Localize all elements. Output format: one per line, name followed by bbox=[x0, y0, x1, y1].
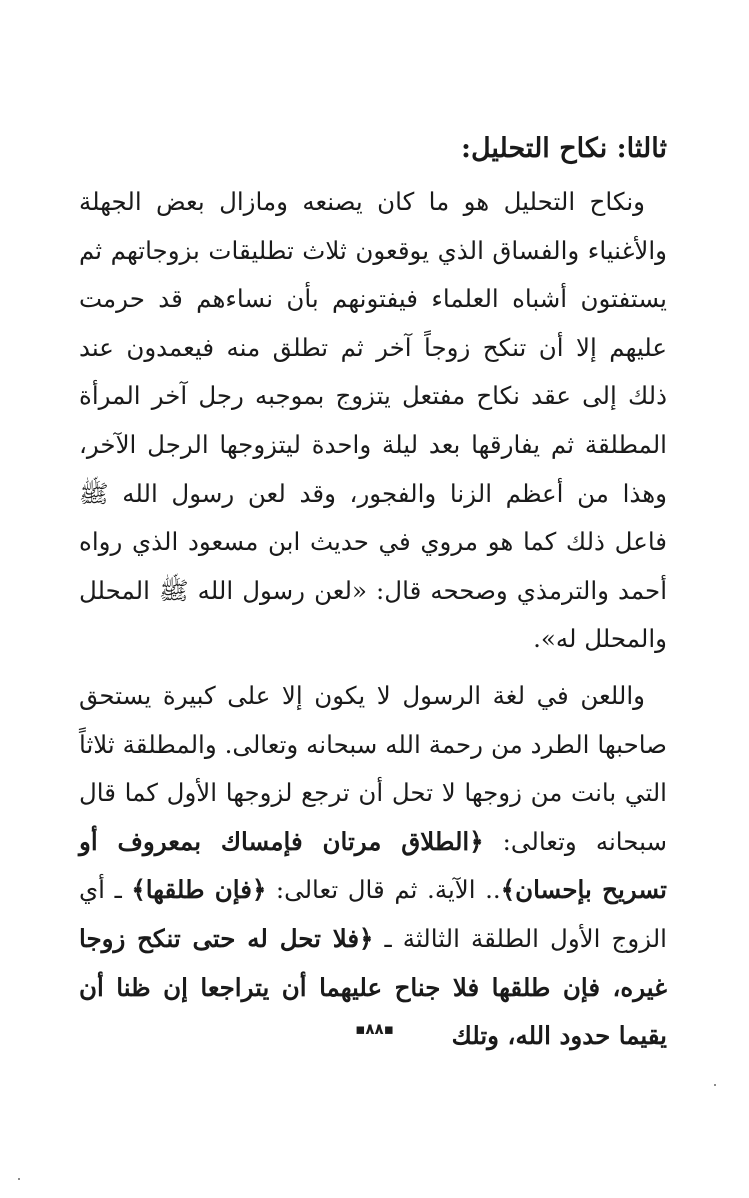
scan-speck bbox=[18, 1178, 20, 1180]
paragraph-1: ونكاح التحليل هو ما كان يصنعه ومازال بعض الجهلة والأغنياء والفساق الذي يوقعون ثلاث تطليقات بزوجاتهم ثم يستفتون أشباه العلماء فيفتونهم بأن نساءهم قد حرمت عليهم إلا أن تنكح زوجاً آخر ثم تطلق منه فيعمدون عند ذلك إلى عقد نكاح مفتعل يتزوج بموجبه رجل آخر المرأة المطلقة ثم يفارقها بعد ليلة واحدة ليتزوجها الرجل الآخر، وهذا من أعظم الزنا والفجور، وقد لعن رسول الله ﷺ فاعل ذلك كما هو مروي في حديث ابن مسعود الذي رواه أحمد والترمذي وصححه قال: «لعن رسول الله ﷺ المحلل والمحلل له». bbox=[79, 187, 667, 654]
quran-quote-1: ﴿الطلاق مرتان فإمساك بمعروف أو تسريح بإحسان﴾ bbox=[79, 826, 667, 905]
paragraph-2-text-2: .. الآية. ثم قال تعالى: bbox=[266, 875, 501, 905]
scan-speck bbox=[714, 1084, 716, 1086]
paragraph-2-text-1: واللعن في لغة الرسول لا يكون إلا على كبيرة يستحق صاحبها الطرد من رحمة الله سبحانه وتعالى. والمطلقة ثلاثاً التي بانت من زوجها لا تحل أن ترجع لزوجها الأول كما قال سبحانه وتعالى: bbox=[79, 680, 667, 856]
page-content bbox=[79, 122, 667, 1061]
quran-quote-3: ﴿فلا تحل له حتى تنكح زوجا غيره، فإن طلقها فلا جناح عليهما أن يتراجعا إن ظنا أن يقيما حدود الله، وتلك bbox=[79, 923, 667, 1051]
quran-quote-2: ﴿فإن طلقها﴾ bbox=[131, 875, 267, 905]
section-heading: ثالثا: نكاح التحليل: bbox=[461, 133, 667, 164]
page-number: ▪٨٨▪ bbox=[355, 1020, 394, 1038]
paragraph-2 bbox=[79, 672, 667, 1061]
paragraph-2-text-3: ـ أي الزوج الأول الطلقة الثالثة ـ bbox=[79, 875, 667, 953]
